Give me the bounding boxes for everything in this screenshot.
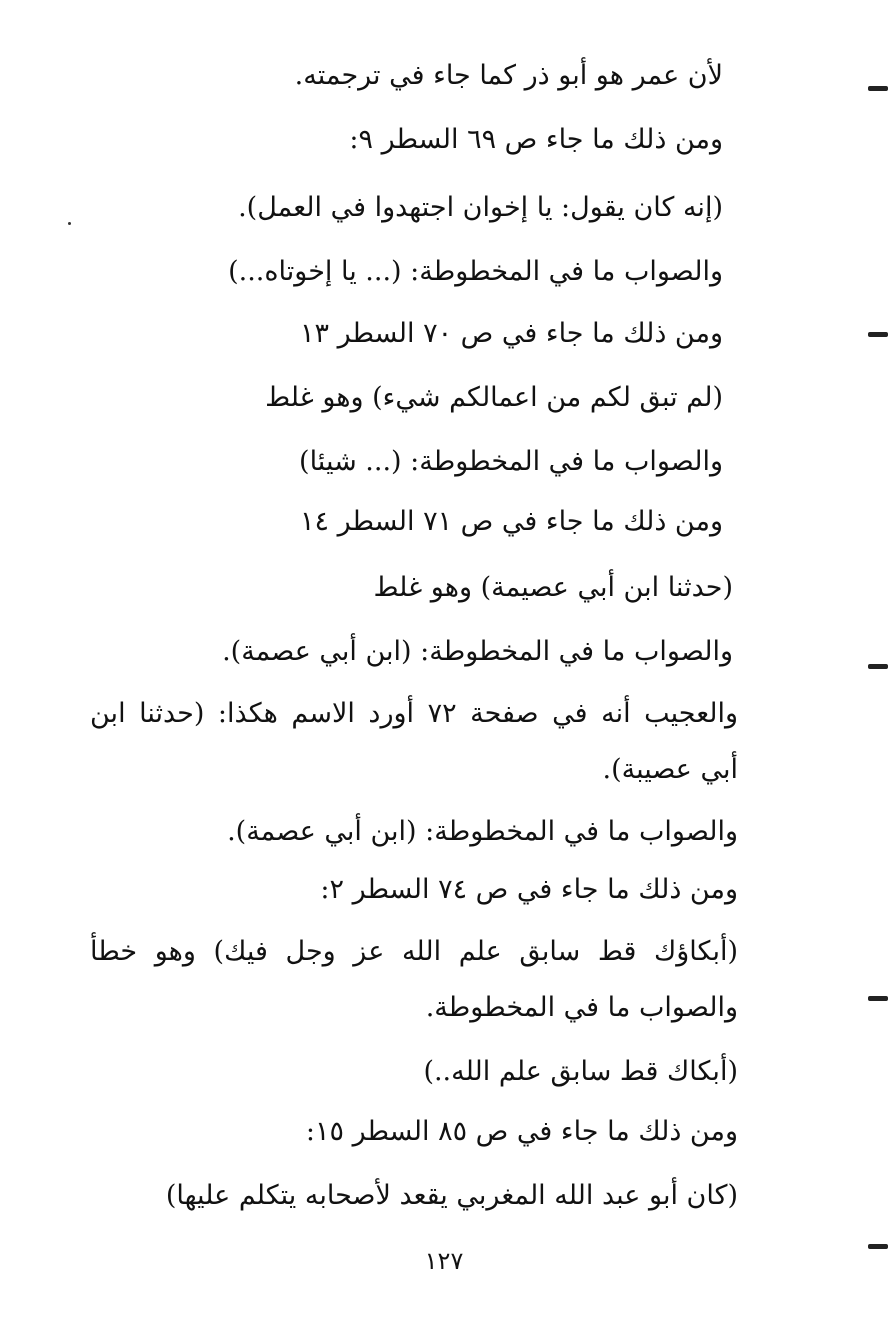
text-line-3: (إنه كان يقول: يا إخوان اجتهدوا في العمل).	[238, 192, 723, 223]
text-line-12: والصواب ما في المخطوطة: (ابن أبي عصمة).	[227, 816, 738, 847]
text-line-1: لأن عمر هو أبو ذر كما جاء في ترجمته.	[294, 60, 723, 91]
text-line-15: (أبكاك قط سابق علم الله..)	[423, 1056, 738, 1087]
page-number: ١٢٧	[424, 1247, 464, 1275]
edge-mark-3	[868, 664, 888, 669]
edge-mark-5	[868, 1244, 888, 1249]
text-line-4: والصواب ما في المخطوطة: (... يا إخوتاه...)	[228, 256, 723, 287]
text-line-8: ومن ذلك ما جاء في ص ٧١ السطر ١٤	[300, 506, 723, 537]
text-line-13: ومن ذلك ما جاء في ص ٧٤ السطر ٢:	[320, 874, 738, 905]
text-line-5: ومن ذلك ما جاء في ص ٧٠ السطر ١٣	[300, 318, 723, 349]
text-line-6: (لم تبق لكم من اعمالكم شيء) وهو غلط	[265, 382, 723, 413]
text-line-7: والصواب ما في المخطوطة: (... شيئا)	[299, 446, 723, 477]
text-paragraph-2: (أبكاؤك قط سابق علم الله عز وجل فيك) وهو خطأ والصواب ما في المخطوطة.	[90, 936, 738, 1023]
text-line-9: (حدثنا ابن أبي عصيمة) وهو غلط	[373, 572, 733, 603]
scan-speck	[68, 222, 71, 225]
text-line-2: ومن ذلك ما جاء ص ٦٩ السطر ٩:	[349, 124, 723, 155]
text-line-10: والصواب ما في المخطوطة: (ابن أبي عصمة).	[222, 636, 733, 667]
edge-mark-2	[868, 332, 888, 337]
edge-mark-1	[868, 86, 888, 91]
edge-mark-4	[868, 996, 888, 1001]
text-line-16: ومن ذلك ما جاء في ص ٨٥ السطر ١٥:	[305, 1116, 738, 1147]
text-paragraph-1: والعجيب أنه في صفحة ٧٢ أورد الاسم هكذا: (حدثنا ابن أبي عصيبة).	[90, 698, 738, 785]
text-line-17: (كان أبو عبد الله المغربي يقعد لأصحابه يتكلم عليها)	[165, 1180, 738, 1211]
